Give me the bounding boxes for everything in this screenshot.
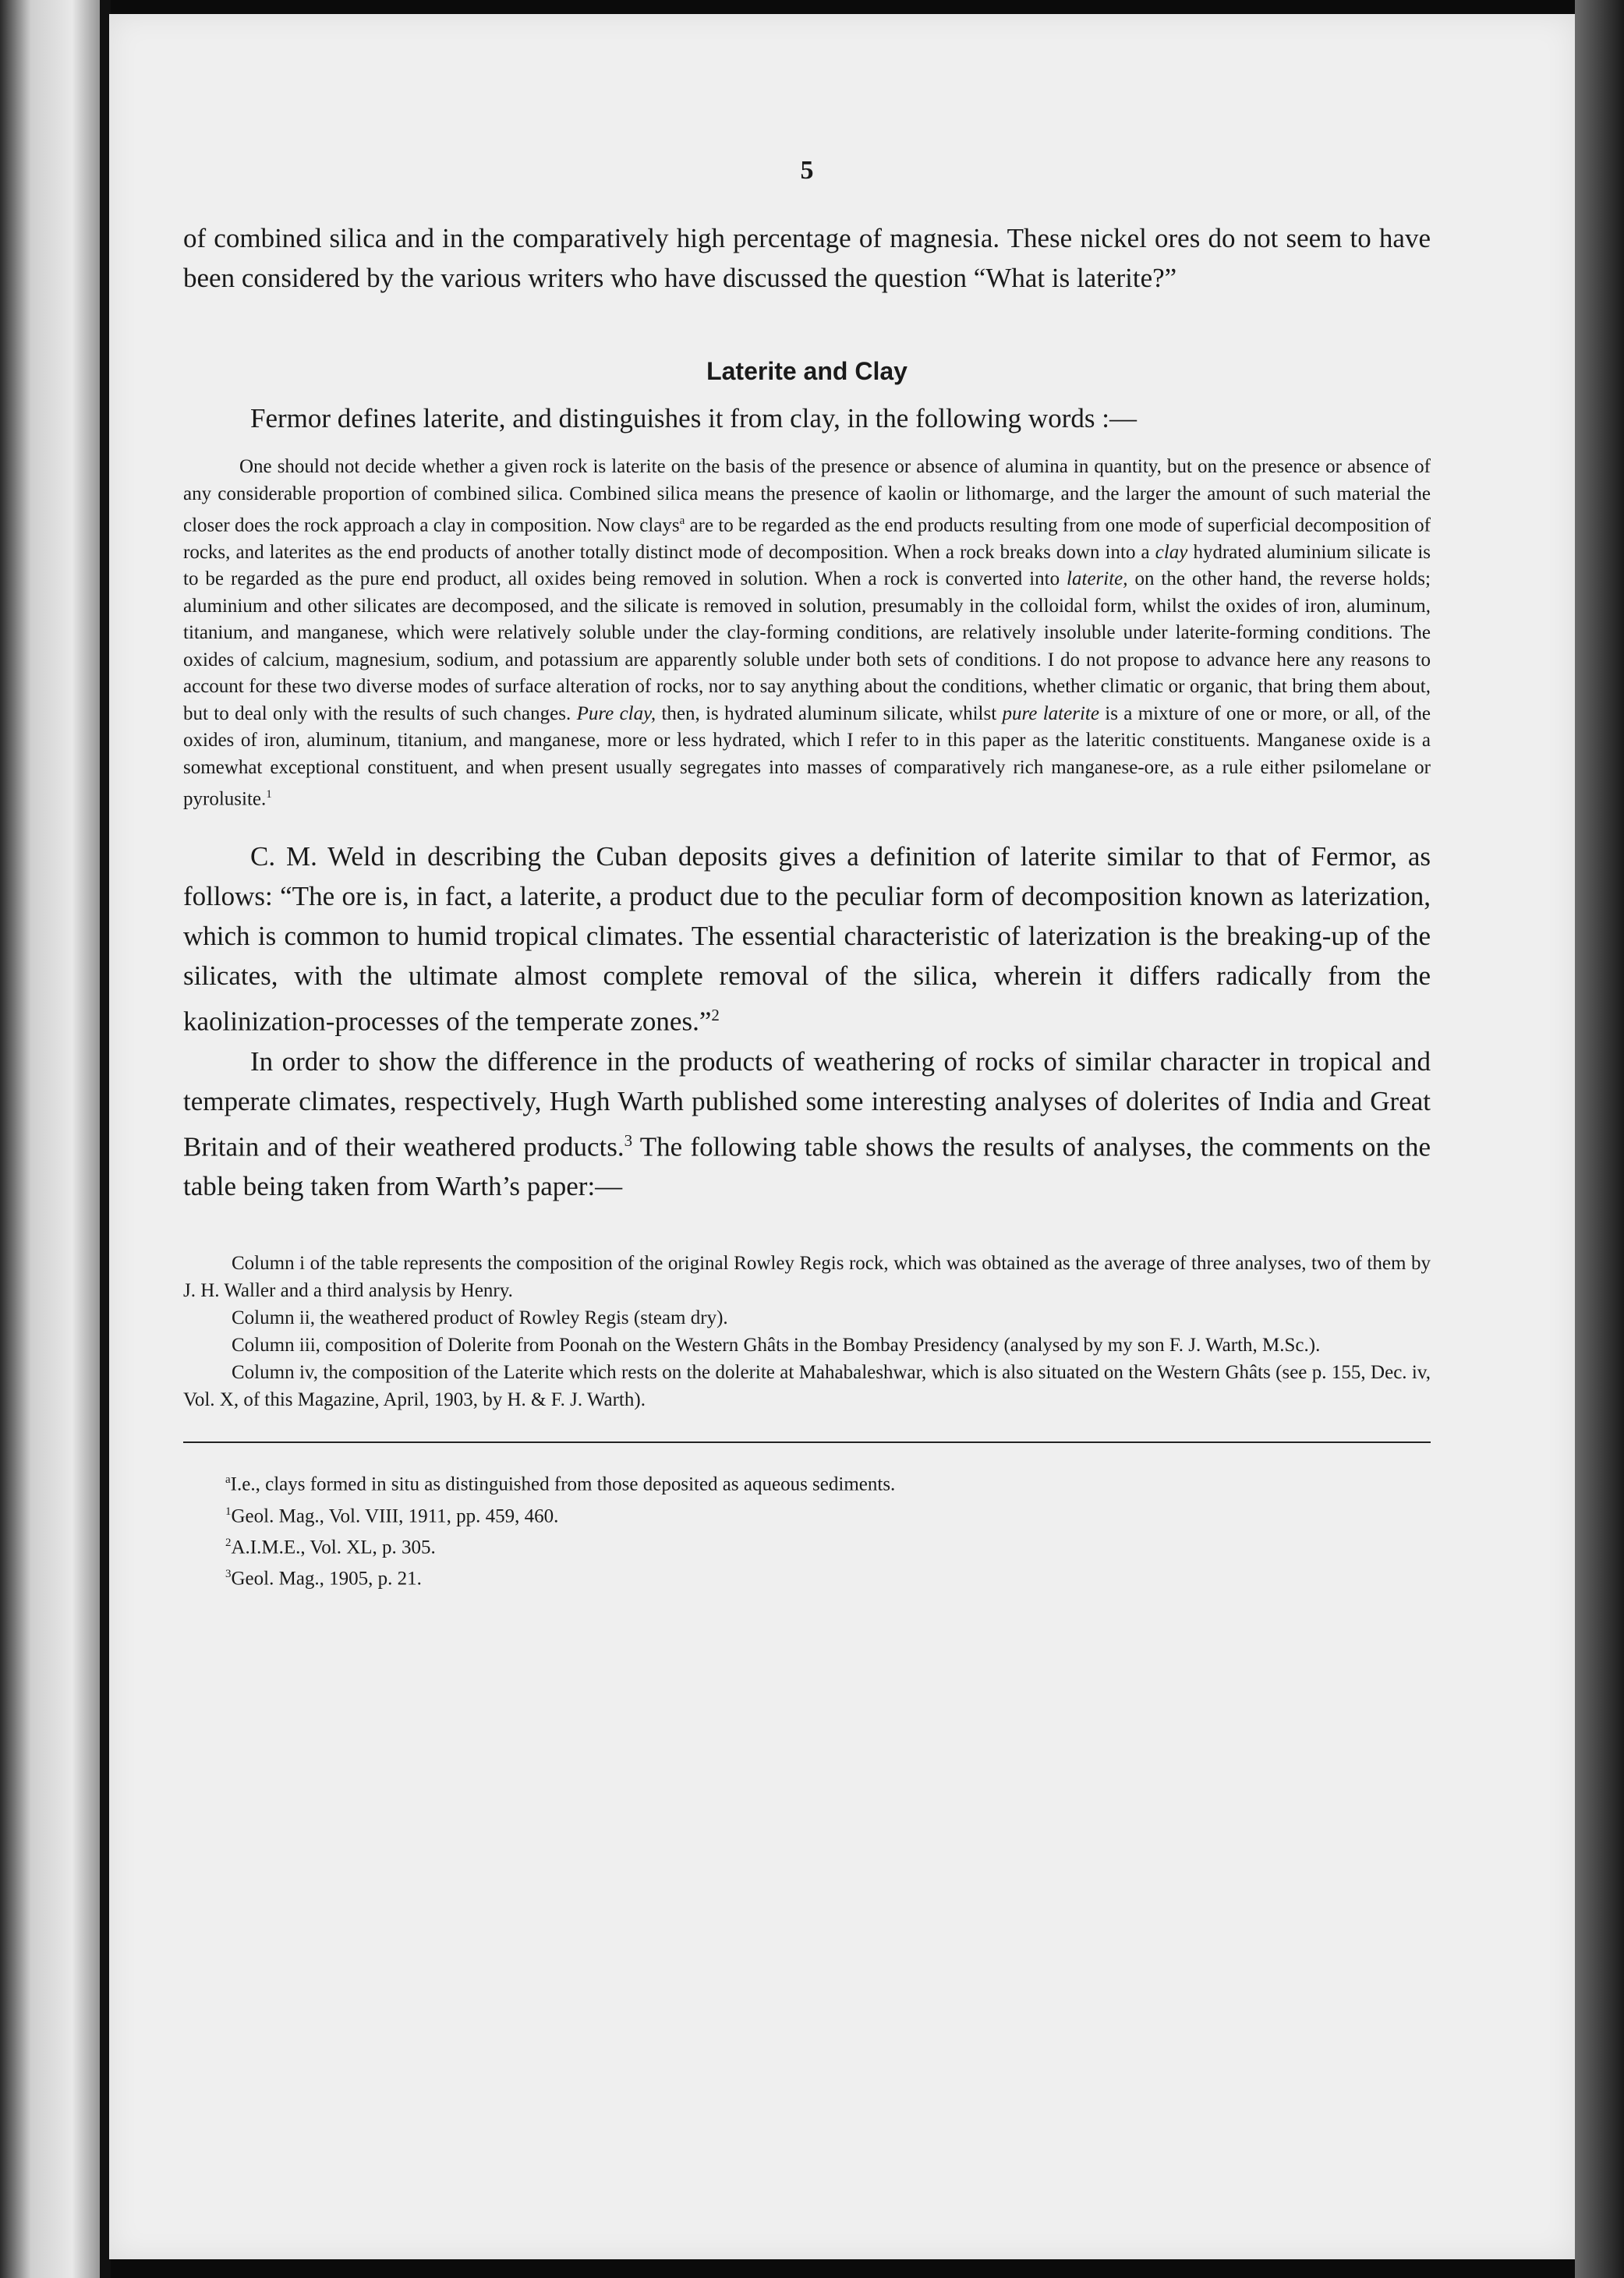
quote-italic-clay: clay xyxy=(1155,541,1188,563)
quote-italic-pure-laterite: pure laterite xyxy=(1002,702,1099,724)
footnote-text: A.I.M.E., Vol. XL, p. 305. xyxy=(231,1537,436,1558)
scan-background-edge xyxy=(1575,0,1624,2278)
quote-text: One should not decide whether a given rock is laterite on the basis of the presence or absence of alumina in quantity, but on the presence or absence of any considerable proportion of combined silica. Combined silica means the presence of kaolin or lithomarge, and the larger the amount of such material the closer does the rock approach a clay in composition. Now clays xyxy=(183,456,1431,536)
column-description: Column i of the table represents the composition of the original Rowley Regis rock, which was obtained as the average of three analyses, two of them by J. H. Waller and a third analysis by Henry. xyxy=(183,1253,1431,1302)
facing-page-edge xyxy=(0,0,103,2278)
fermor-quote xyxy=(183,454,1431,813)
footnote xyxy=(225,1498,1431,1530)
weld-paragraph xyxy=(183,837,1431,1042)
quote-text: are to be regarded as the end products resulting from one mode of superficial decomposition of rocks, and laterites as the end products of another totally distinct mode of decomposition. When a rock breaks down into a xyxy=(183,515,1431,563)
footnote xyxy=(225,1530,1431,1561)
footnote-text: Geol. Mag., 1905, p. 21. xyxy=(231,1568,422,1590)
footnote-mark: 3 xyxy=(225,1568,232,1581)
footnote-ref-2: 2 xyxy=(711,1006,720,1025)
footnote xyxy=(225,1561,1431,1592)
quote-text: on the other hand, the reverse holds; aluminium and other silicates are decomposed, and the silicate is removed in solution, presumably in the colloidal form, whilst the oxides of iron, aluminum, titanium, and manganese, which were relatively soluble under the clay-forming conditions, are relatively insoluble under laterite-forming conditions. The oxides of calcium, magnesium, sodium, and potassium are apparently soluble under both sets of conditions. I do not propose to advance here any reasons to account for these two diverse modes of surface alteration of rocks, nor to say anything about the conditions, whether climatic or organic, that bring them about, but to deal only with the results of such changes. xyxy=(183,568,1431,724)
intro-paragraph: of combined silica and in the comparatively high percentage of magnesia. These nickel ores do not seem to have been considered by the various writers who have discussed the question “What is laterite?” xyxy=(183,223,1431,293)
page-number: 5 xyxy=(800,156,814,185)
column-description: Column iv, the composition of the Laterite which rests on the dolerite at Mahabaleshwar, which is also situated on the Western Ghâts (see p. 155, Dec. iv, Vol. X, of this Magazine, April, 1903, by H. & F. J. Warth). xyxy=(183,1362,1431,1411)
column-description: Column iii, composition of Dolerite from Poonah on the Western Ghâts in the Bombay Presidency (analysed by my son F. J. Warth, M.Sc.). xyxy=(232,1335,1321,1357)
footnote-text: Geol. Mag., Vol. VIII, 1911, pp. 459, 460. xyxy=(231,1505,559,1527)
footnote-mark: a xyxy=(225,1473,231,1487)
footnote xyxy=(225,1466,1431,1498)
footnote-ref-a: a xyxy=(679,515,685,527)
column-description: Column ii, the weathered product of Rowley Regis (steam dry). xyxy=(232,1307,728,1329)
quote-italic-pure-clay: Pure clay, xyxy=(576,702,656,724)
footnotes xyxy=(183,1466,1431,1592)
fermor-intro: Fermor defines laterite, and distinguishes it from clay, in the following words :— xyxy=(250,403,1137,433)
footnote-ref-1: 1 xyxy=(266,788,272,801)
footnote-divider xyxy=(183,1441,1431,1443)
footnote-mark: 2 xyxy=(225,1537,232,1550)
warth-text: In order to show the difference in the products of weathering of rocks of similar character in tropical and temperate climates, respectively, Hugh Warth published some interesting analyses of dolerites of India and Great Britain and of their weathered products. xyxy=(183,1045,1431,1162)
warth-text: The following table shows the results of analyses, the comments on the table being taken from Warth’s paper:— xyxy=(183,1131,1431,1202)
weld-text: C. M. Weld in describing the Cuban deposits gives a definition of laterite similar to that of Fermor, as follows: “The ore is, in fact, a laterite, a product due to the peculiar form of decomposition known as laterization, which is common to humid tropical climates. The essential characteristic of laterization is the breaking-up of the silicates, with the ultimate almost complete removal of the silica, wherein it differs radically from the kaolinization-processes of the temperate zones.” xyxy=(183,841,1431,1037)
section-heading: Laterite and Clay xyxy=(706,357,908,385)
quote-text: is a mixture of one or more, or all, of the oxides of iron, aluminum, titanium, and manganese, more or less hydrated, which I refer to in this paper as the lateritic constituents. Manganese oxide is a somewhat exceptional constituent, and when present usually segregates into masses of comparatively rich manganese-ore, as a rule either psilomelane or pyrolusite. xyxy=(183,702,1431,810)
page-content xyxy=(183,156,1431,1593)
footnote-mark: 1 xyxy=(225,1505,232,1518)
footnote-text: I.e., clays formed in situ as distinguished from those deposited as aqueous sediments. xyxy=(230,1473,896,1495)
quote-italic-laterite: laterite, xyxy=(1067,568,1128,590)
quote-text: hydrated aluminium silicate is to be regarded as the pure end product, all oxides being removed in solution. When a rock is converted into xyxy=(183,541,1431,590)
footnote-ref-3: 3 xyxy=(624,1130,633,1150)
table-column-descriptions xyxy=(183,1250,1431,1413)
quote-text: then, is hydrated aluminum silicate, whilst xyxy=(656,702,1003,724)
warth-paragraph xyxy=(183,1042,1431,1207)
